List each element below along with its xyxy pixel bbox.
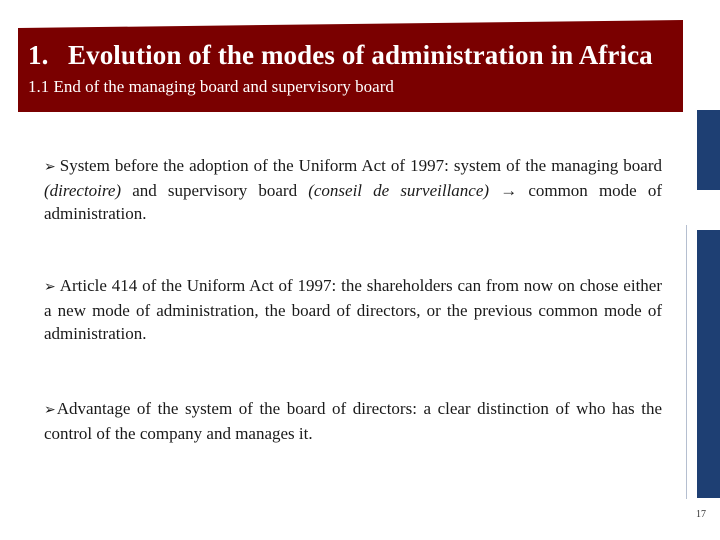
accent-bar-top bbox=[697, 110, 720, 190]
title-text: Evolution of the modes of administration in Africa bbox=[68, 40, 653, 70]
title-number: 1. bbox=[28, 40, 49, 70]
bullet-3-text: Advantage of the system of the board of directors: a clear distinction of who has the control of the company and manages it. bbox=[44, 399, 662, 443]
page-number: 17 bbox=[696, 509, 706, 520]
slide-title bbox=[28, 38, 683, 72]
bullet-arrow-icon: ➢ bbox=[44, 279, 56, 295]
bullet-1-italic-b: (conseil de surveillance) bbox=[308, 181, 490, 200]
bullet-arrow-icon: ➢ bbox=[44, 159, 56, 175]
bullet-1-text-a: System before the adoption of the Uniform Act of 1997: system of the managing board bbox=[59, 156, 662, 175]
bullet-item-3 bbox=[44, 397, 662, 445]
bullet-1-text-b: and supervisory board bbox=[121, 181, 309, 200]
bullet-1-italic-a: (directoire) bbox=[44, 181, 122, 200]
bullet-item-2 bbox=[44, 274, 662, 345]
accent-bar-bottom bbox=[697, 230, 720, 498]
title-banner bbox=[18, 20, 683, 112]
bullet-1-text-c: → common mode of administration. bbox=[44, 181, 662, 223]
slide-subtitle: 1.1 End of the managing board and supervisory board bbox=[28, 77, 394, 96]
bullet-item-1 bbox=[44, 154, 662, 225]
bullet-2-text: Article 414 of the Uniform Act of 1997: the shareholders can from now on chose either a new mode of administration, the board of directors, or the previous common mode of administration. bbox=[44, 276, 662, 343]
bullet-arrow-icon: ➢ bbox=[44, 402, 56, 418]
divider-line bbox=[686, 225, 687, 499]
